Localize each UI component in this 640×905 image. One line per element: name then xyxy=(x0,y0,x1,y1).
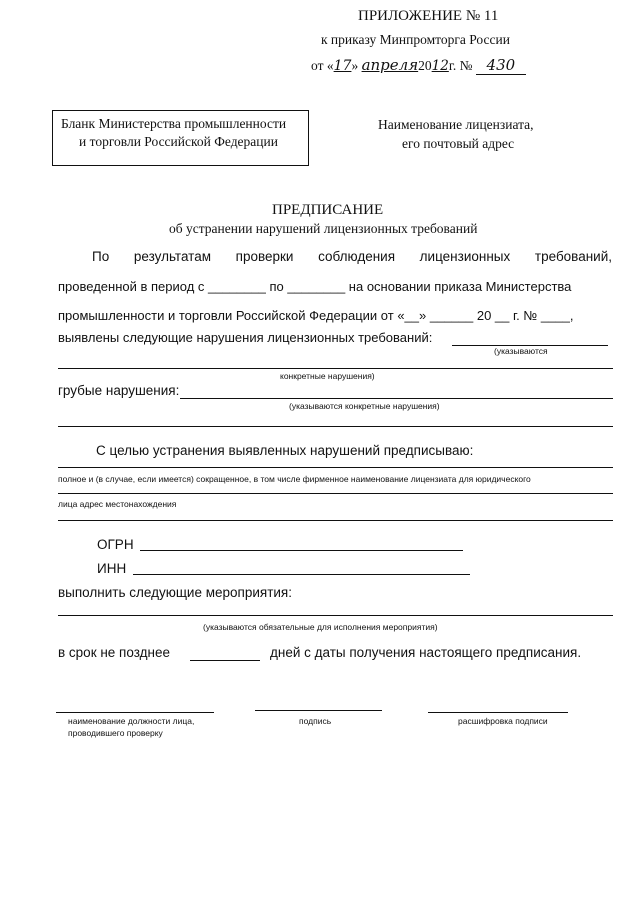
date-year-suffix: г. № xyxy=(448,58,473,73)
note-full-name: полное и (в случае, если имеется) сокращенное, в том числе фирменное наименование лицензиата для юридического xyxy=(58,474,531,484)
position-caption-1: наименование должности лица, xyxy=(68,716,195,726)
para-word: По xyxy=(92,249,110,264)
date-year: 12 xyxy=(431,58,449,74)
note-specific-violations: конкретные нарушения) xyxy=(280,371,375,381)
order-statement: С целью устранения выявленных нарушений предписываю: xyxy=(96,443,474,458)
para-line-1 xyxy=(92,249,612,264)
note-gross-violations: (указываются конкретные нарушения) xyxy=(289,401,440,411)
inn-line xyxy=(133,574,470,575)
position-caption-2: проводившего проверку xyxy=(68,728,163,738)
ministry-blank-box xyxy=(52,110,309,166)
licensee-address-label: его почтовый адрес xyxy=(402,136,515,151)
deadline-text: дней с даты получения настоящего предписания. xyxy=(270,645,582,660)
note-specify: (указываются xyxy=(494,346,548,356)
blank-line-2: и торговли Российской Федерации xyxy=(79,134,278,149)
para-line-3: промышленности и торговли Российской Федерации от «__» ______ 20 __ г. № ____, xyxy=(58,308,574,323)
order-number: 430 xyxy=(476,56,526,75)
deadline-days-line xyxy=(190,660,260,661)
date-prefix: от « xyxy=(311,58,334,73)
licensee-name-line-2 xyxy=(58,493,613,494)
licensee-name-line xyxy=(58,467,613,468)
gross-violations-label: грубые нарушения: xyxy=(58,383,180,398)
note-measures: (указываются обязательные для исполнения мероприятия) xyxy=(203,622,438,632)
gross-violations-line xyxy=(180,398,613,399)
ogrn-label: ОГРН xyxy=(97,537,134,552)
deadline-label: в срок не позднее xyxy=(58,645,170,660)
appendix-title: ПРИЛОЖЕНИЕ № 11 xyxy=(358,8,499,24)
licensee-name-label: Наименование лицензиата, xyxy=(378,117,534,132)
gross-violations-line-2 xyxy=(58,426,613,427)
ogrn-line xyxy=(140,550,463,551)
para-word: соблюдения xyxy=(318,249,396,264)
note-address: лица адрес местонахождения xyxy=(58,499,177,509)
decoding-caption: расшифровка подписи xyxy=(458,716,548,726)
date-month: апреля xyxy=(361,56,419,74)
para-word: требований, xyxy=(534,249,612,264)
date-mid: » xyxy=(351,58,359,73)
measures-label: выполнить следующие мероприятия: xyxy=(58,585,292,600)
document-title: ПРЕДПИСАНИЕ xyxy=(272,202,384,218)
position-line xyxy=(56,712,214,713)
para-word: лицензионных xyxy=(419,249,511,264)
decoding-line xyxy=(428,712,568,713)
address-line xyxy=(58,520,613,521)
para-line-2: проведенной в период с ________ по ________ на основании приказа Министерства xyxy=(58,279,572,294)
appendix-order-ref: к приказу Минпромторга России xyxy=(321,32,510,47)
date-year-prefix: 20 xyxy=(418,58,432,73)
para-word: результатам xyxy=(133,249,211,264)
signature-caption: подпись xyxy=(299,716,332,726)
para-word: проверки xyxy=(235,249,294,264)
document-subtitle: об устранении нарушений лицензионных требований xyxy=(169,221,478,236)
blank-line-1: Бланк Министерства промышленности xyxy=(61,116,287,131)
para-line-4: выявлены следующие нарушения лицензионных требований: xyxy=(58,330,433,345)
date-day: 17 xyxy=(333,58,352,74)
signature-line xyxy=(255,710,382,711)
measures-line xyxy=(58,615,613,616)
inn-label: ИНН xyxy=(97,561,127,576)
violations-line-2 xyxy=(58,368,613,369)
appendix-date-line xyxy=(311,56,526,75)
